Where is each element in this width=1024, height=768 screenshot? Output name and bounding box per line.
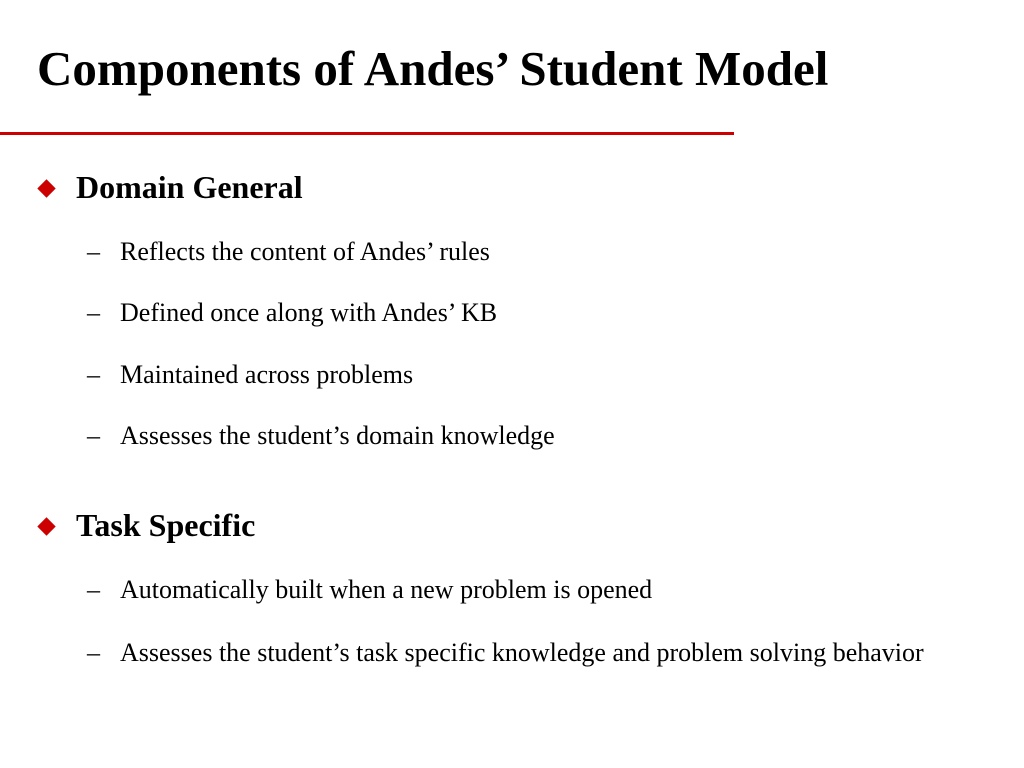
dash-bullet: – bbox=[87, 360, 100, 389]
section-heading: Domain General bbox=[76, 169, 303, 205]
diamond-bullet-icon bbox=[37, 179, 55, 197]
title-underline bbox=[0, 132, 734, 135]
dash-bullet: – bbox=[87, 298, 100, 327]
dash-bullet: – bbox=[87, 421, 100, 450]
diamond-bullet-icon bbox=[37, 517, 55, 535]
list-item-text: Maintained across problems bbox=[120, 360, 414, 389]
list-item-text: Assesses the student’s domain knowledge bbox=[120, 421, 555, 450]
section-heading: Task Specific bbox=[76, 507, 256, 543]
slide-title: Components of Andes’ Student Model bbox=[37, 41, 829, 96]
dash-bullet: – bbox=[87, 638, 100, 667]
list-item-text: Assesses the student’s task specific knowledge and problem solving behavior bbox=[120, 638, 924, 667]
list-item-text: Automatically built when a new problem is opened bbox=[120, 575, 653, 604]
list-item-text: Reflects the content of Andes’ rules bbox=[120, 237, 490, 266]
dash-bullet: – bbox=[87, 575, 100, 604]
list-item-text: Defined once along with Andes’ KB bbox=[120, 298, 498, 327]
dash-bullet: – bbox=[87, 237, 100, 266]
list-item bbox=[87, 626, 950, 679]
